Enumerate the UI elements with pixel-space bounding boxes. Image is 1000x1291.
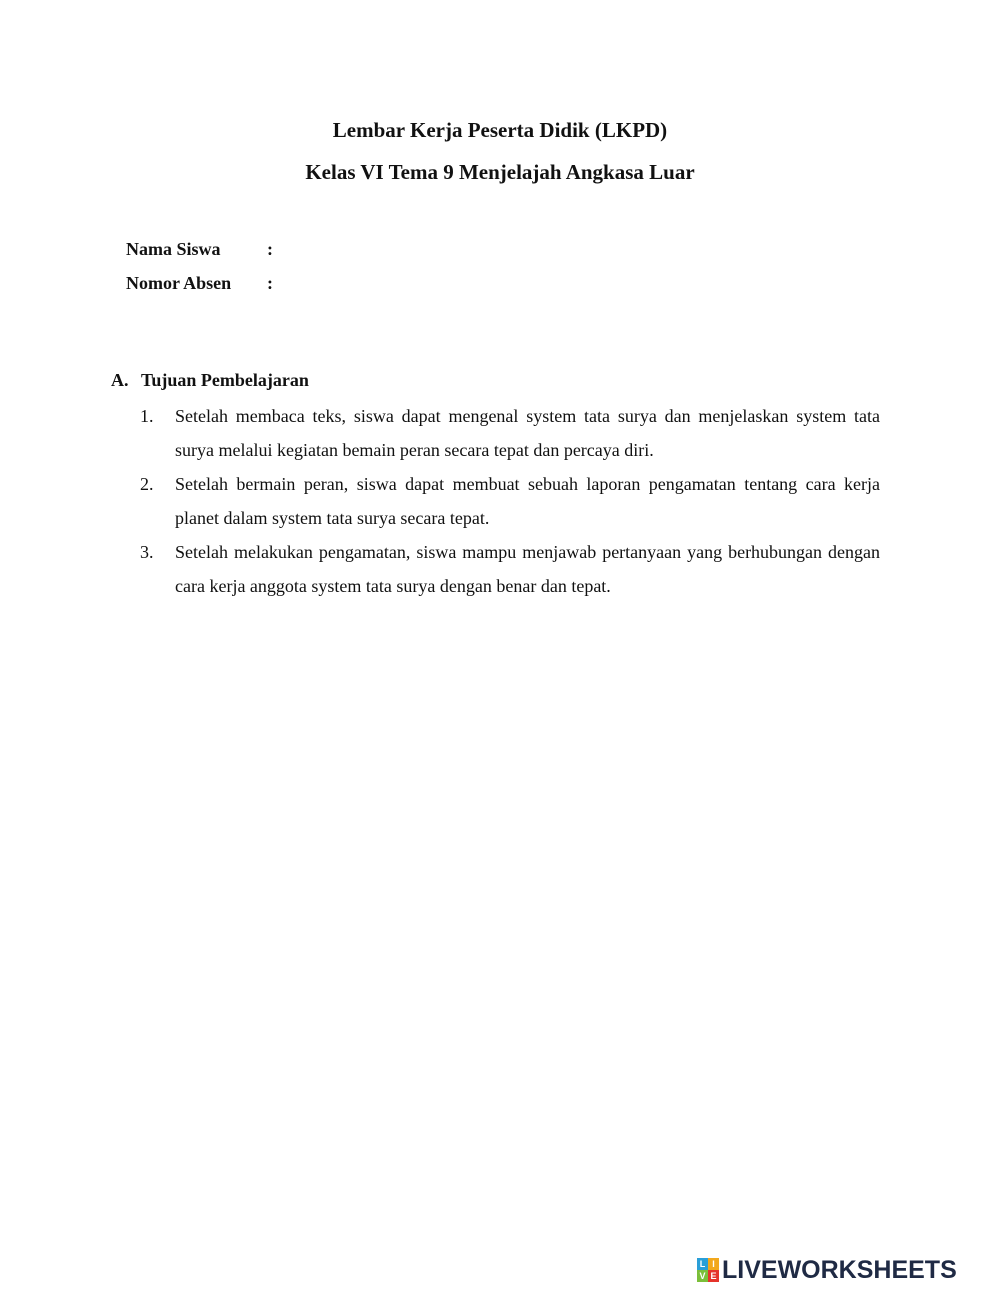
list-item-number: 3.: [140, 542, 154, 562]
liveworksheets-brand-name: LIVEWORKSHEETS: [722, 1255, 957, 1284]
student-number-field: [126, 273, 273, 294]
section-a-title: Tujuan Pembelajaran: [141, 370, 309, 390]
list-item: [140, 535, 880, 603]
list-item-number: 2.: [140, 474, 154, 494]
liveworksheets-watermark: [697, 1256, 957, 1284]
logo-tile: E: [708, 1270, 719, 1282]
student-number-label: Nomor Absen: [126, 273, 232, 293]
section-a-heading: [111, 370, 309, 391]
list-item-text: Setelah bermain peran, siswa dapat membuat sebuah laporan pengamatan tentang cara kerja planet dalam system tata surya secara tepat.: [175, 474, 880, 528]
student-name-field: [126, 239, 273, 260]
logo-tile: L: [697, 1258, 708, 1270]
list-item-text: Setelah membaca teks, siswa dapat mengenal system tata surya dan menjelaskan system tata surya melalui kegiatan bemain peran secara tepat dan percaya diri.: [175, 406, 880, 460]
learning-objectives-list: [140, 399, 880, 603]
list-item-text: Setelah melakukan pengamatan, siswa mampu menjawab pertanyaan yang berhubungan dengan cara kerja anggota system tata surya dengan benar dan tepat.: [175, 542, 880, 596]
section-a-letter: A.: [111, 370, 129, 390]
student-number-colon: :: [267, 273, 273, 293]
list-item: [140, 467, 880, 535]
logo-tile: I: [708, 1258, 719, 1270]
student-name-colon: :: [267, 239, 273, 259]
student-name-label: Nama Siswa: [126, 239, 221, 259]
liveworksheets-logo-icon: [697, 1258, 719, 1282]
logo-tile: V: [697, 1270, 708, 1282]
list-item: [140, 399, 880, 467]
document-title: Lembar Kerja Peserta Didik (LKPD): [332, 118, 668, 142]
document-subtitle: Kelas VI Tema 9 Menjelajah Angkasa Luar: [305, 160, 695, 184]
list-item-number: 1.: [140, 406, 154, 426]
